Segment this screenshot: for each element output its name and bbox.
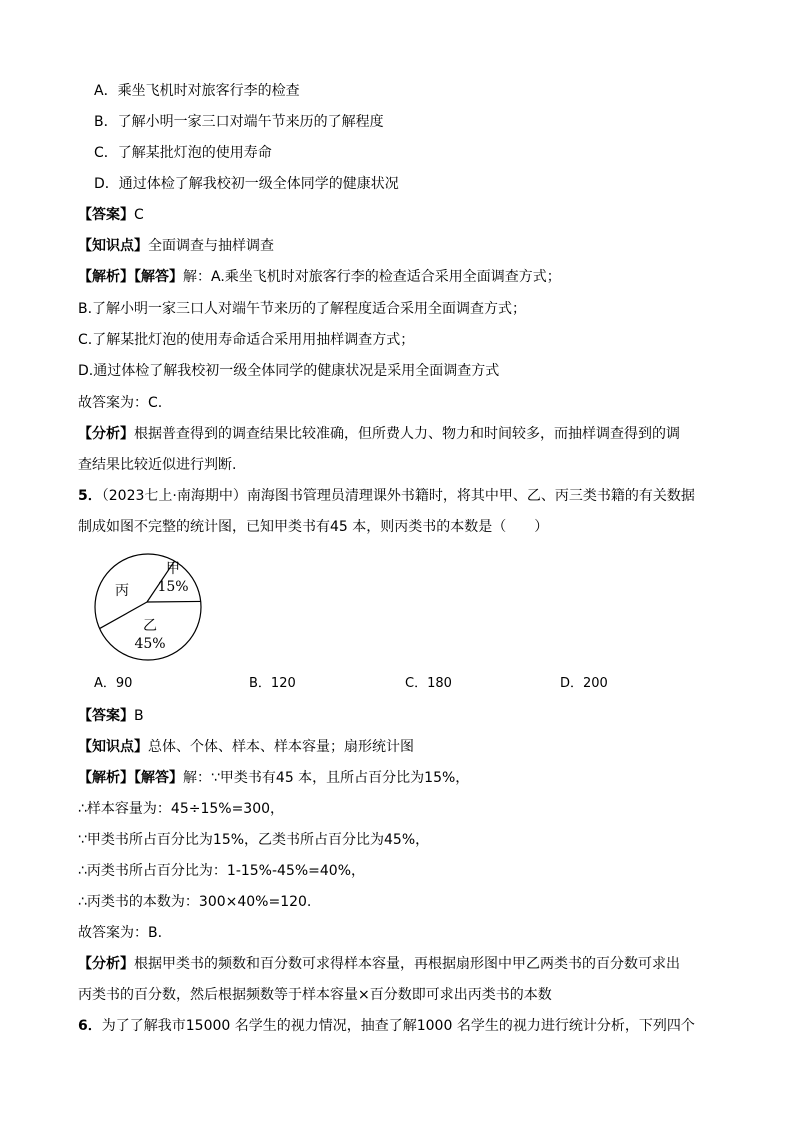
q4-summary-line-1: [78, 424, 680, 444]
answer-tag: 【答案】: [78, 708, 134, 724]
pie-slice-name-2: 乙: [143, 618, 157, 634]
summary-tag: 【分析】: [78, 426, 134, 442]
q5-analysis-line-5: ∴丙类书的本数为：300×40%=120.: [78, 894, 312, 910]
q5-analysis-line-2: ∴样本容量为：45÷15%=300，: [78, 801, 285, 817]
q5-stem-line-1: [78, 486, 695, 506]
q4-summary-line-2: 查结果比较近似进行判断.: [78, 457, 237, 473]
pie-chart-svg: [92, 551, 204, 663]
q4-option-c: C．了解某批灯泡的使用寿命: [94, 145, 272, 161]
q4-conclusion: 故答案为：C.: [78, 395, 163, 411]
pie-slice-name-1: 甲: [166, 561, 180, 577]
q5-stem-line-2: 制成如图不完整的统计图，已知甲类书有45 本，则丙类书的本数是（ ）: [78, 519, 549, 535]
q4-option-b: B．了解小明一家三口对端午节来历的了解程度: [94, 114, 384, 130]
q4-option-a: A．乘坐飞机时对旅客行李的检查: [94, 83, 300, 99]
q4-analysis-line-4: D.通过体检了解我校初一级全体同学的健康状况是采用全面调查方式: [78, 363, 500, 379]
analysis-tag: 【解析】【解答】: [78, 269, 183, 285]
knowledge-value: 总体、个体、样本、样本容量；扇形统计图: [148, 739, 414, 755]
pie-slice-name-3: 丙: [115, 583, 129, 599]
stem-text: 为了了解我市15000 名学生的视力情况，抽查了解1000 名学生的视力进行统计分析，下列四个: [101, 1018, 695, 1034]
answer-value: C: [134, 207, 144, 223]
analysis-text: 解：∵甲类书有45 本，且所占百分比为15%，: [183, 770, 470, 786]
q5-option-c: C．180: [405, 676, 452, 691]
q4-analysis-line-3: C.了解某批灯泡的使用寿命适合采用用抽样调查方式；: [78, 332, 415, 348]
q5-analysis-line-4: ∴丙类书所占百分比为：1-15%-45%=40%，: [78, 863, 365, 879]
q5-knowledge: [78, 737, 414, 757]
q5-option-d: D．200: [560, 676, 608, 691]
question-number: 6．: [78, 1018, 102, 1034]
q5-summary-line-2: 丙类书的百分数，然后根据频数等于样本容量×百分数即可求出丙类书的本数: [78, 987, 552, 1003]
knowledge-value: 全面调查与抽样调查: [148, 238, 274, 254]
question-number: 5．: [78, 488, 102, 504]
summary-text: 根据甲类书的频数和百分数可求得样本容量，再根据扇形图中甲乙两类书的百分数可求出: [134, 956, 680, 972]
analysis-text: 解：A.乘坐飞机时对旅客行李的检查适合采用全面调查方式；: [183, 269, 561, 285]
q5-analysis-line-3: ∵甲类书所占百分比为15%，乙类书所占百分比为45%，: [78, 832, 430, 848]
q4-analysis-line-2: B.了解小明一家三口人对端午节来历的了解程度适合采用全面调查方式；: [78, 301, 527, 317]
pie-slice-label-2: 45%: [134, 636, 166, 652]
q4-answer: [78, 205, 144, 225]
analysis-tag: 【解析】【解答】: [78, 770, 183, 786]
q5-option-b: B．120: [249, 676, 296, 691]
q6-stem-line-1: [78, 1016, 695, 1036]
q5-conclusion: 故答案为：B.: [78, 925, 163, 941]
answer-value: B: [134, 708, 144, 724]
pie-chart: [92, 551, 204, 663]
pie-boundary-2: [147, 601, 201, 602]
knowledge-tag: 【知识点】: [78, 739, 148, 755]
stem-text: （2023七上·南海期中）南海图书管理员清理课外书籍时，将其中甲、乙、丙三类书籍的有关数据: [101, 488, 695, 504]
q4-option-d: D．通过体检了解我校初一级全体同学的健康状况: [94, 176, 399, 192]
q4-knowledge: [78, 236, 274, 256]
q5-answer: [78, 706, 144, 726]
summary-text: 根据普查得到的调查结果比较准确，但所费人力、物力和时间较多，而抽样调查得到的调: [134, 426, 680, 442]
answer-tag: 【答案】: [78, 207, 134, 223]
pie-slice-label-1: 15%: [157, 579, 189, 595]
q5-summary-line-1: [78, 954, 680, 974]
q5-option-a: A．90: [94, 676, 133, 691]
q4-analysis-line-1: [78, 267, 561, 287]
summary-tag: 【分析】: [78, 956, 134, 972]
q5-analysis-line-1: [78, 768, 469, 788]
knowledge-tag: 【知识点】: [78, 238, 148, 254]
